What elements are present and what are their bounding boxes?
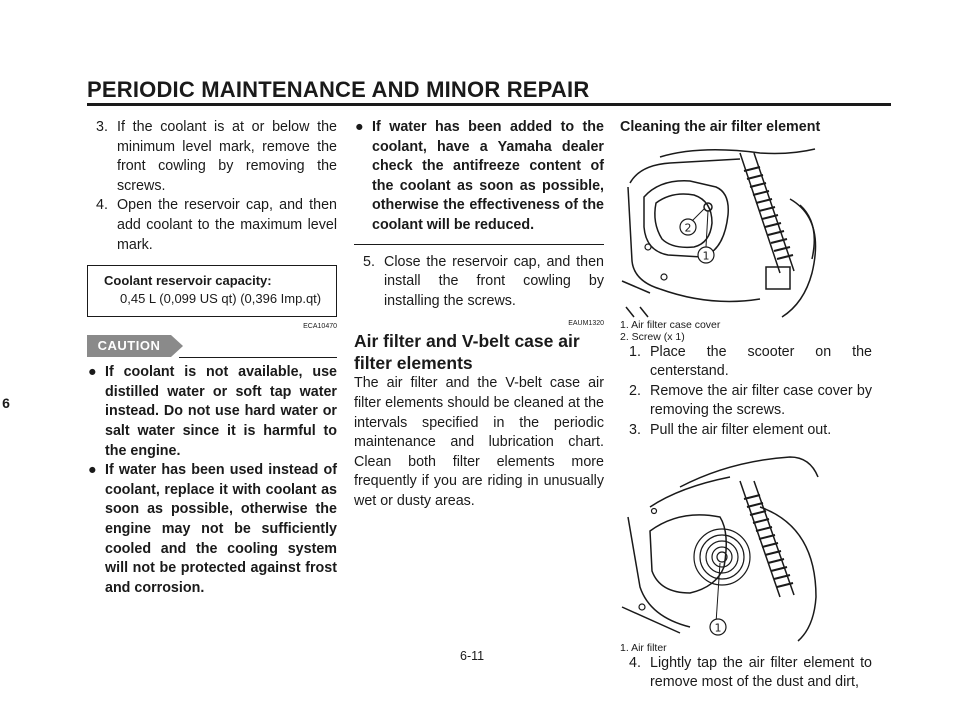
figure-caption: 1. Air filter <box>620 641 667 654</box>
spec-value: 0,45 L (0,099 US qt) (0,396 Imp.qt) <box>120 291 322 307</box>
bullet-text: If water has been used instead of coolant, replace it with coolant as soon as possible, otherwise the engine may not be sufficiently cooled and the cooling system will not be protected against frost and corrosion. <box>105 462 337 596</box>
caution-bullet <box>354 118 604 236</box>
callout-1 <box>698 247 714 263</box>
caution-bullet <box>87 363 337 461</box>
step-text: Remove the air filter case cover by removing the screws. <box>650 382 872 419</box>
step-3 <box>87 118 337 196</box>
step-text: Close the reservoir cap, and then install the front cowling by installing the screws. <box>384 253 604 309</box>
caution-header <box>87 333 337 363</box>
bullet-icon: ● <box>355 119 364 135</box>
reference-code: EAUM1320 <box>568 320 604 328</box>
header-rule <box>87 103 891 106</box>
column-2 <box>354 118 604 512</box>
bullet-icon: ● <box>88 462 97 479</box>
callout-2 <box>680 219 696 235</box>
caution-badge: CAUTION <box>87 335 171 357</box>
callout-1 <box>710 619 726 635</box>
step-number: 2. <box>629 382 641 399</box>
step-text: Pull the air filter element out. <box>650 421 832 438</box>
callout-label: 1 <box>702 249 710 263</box>
callout-label: 2 <box>684 221 692 235</box>
step-number: 1. <box>629 343 641 360</box>
caution-end-rule <box>354 244 604 245</box>
callout-label: 1 <box>714 621 722 635</box>
chapter-tab: 6 <box>2 395 10 411</box>
step-number: 3. <box>96 119 108 135</box>
section-title: Air filter and V-belt case air filter elements <box>354 331 580 374</box>
page-header-title: PERIODIC MAINTENANCE AND MINOR REPAIR <box>87 77 590 102</box>
air-filter-case-cover-illustration <box>620 143 820 319</box>
column-3 <box>620 118 872 693</box>
air-filter-illustration <box>620 447 820 642</box>
subsection-title: Cleaning the air filter element <box>620 119 821 135</box>
section-body: The air filter and the V-belt case air filter elements should be cleaned at the intervals specified in the periodic maintenance and lubrication chart. Clean both filter elements more frequently if you are riding in unusually wet or dusty areas. <box>354 375 604 509</box>
step-text: Place the scooter on the centerstand. <box>650 343 872 380</box>
caution-bullet <box>87 461 337 598</box>
step-1 <box>620 343 872 382</box>
figure-caption: 2. Screw (x 1) <box>620 330 685 343</box>
step-4 <box>620 654 872 693</box>
bullet-icon: ● <box>88 364 97 381</box>
bullet-text: If water has been added to the coolant, have a Yamaha dealer check the antifreeze content of the coolant as soon as possible, otherwise the effectiveness of the coolant will be reduced. <box>372 119 604 233</box>
step-text: Lightly tap the air filter element to remove most of the dust and dirt, <box>650 654 872 691</box>
coolant-capacity-box <box>87 265 337 317</box>
page-number: 6-11 <box>460 649 485 663</box>
step-5 <box>354 253 604 312</box>
caution-rule <box>179 357 337 358</box>
spec-title: Coolant reservoir capacity: <box>104 273 272 289</box>
figure-caption: 1. Air filter case cover <box>620 318 721 331</box>
step-number: 4. <box>629 654 641 671</box>
step-number: 4. <box>96 197 108 214</box>
step-3 <box>620 421 872 441</box>
bullet-text: If coolant is not available, use distilled water or soft tap water instead. Do not use hard water or salt water since it is harmful to the engine. <box>105 364 337 459</box>
step-2 <box>620 382 872 421</box>
step-4 <box>87 196 337 255</box>
column-1 <box>87 118 337 598</box>
step-text: Open the reservoir cap, and then add coolant to the maximum level mark. <box>117 197 337 253</box>
step-number: 3. <box>629 421 641 438</box>
step-number: 5. <box>363 253 375 270</box>
reference-code: ECA10470 <box>303 323 337 331</box>
step-text: If the coolant is at or below the minimum level mark, remove the front cowling by removing the screws. <box>117 119 337 194</box>
